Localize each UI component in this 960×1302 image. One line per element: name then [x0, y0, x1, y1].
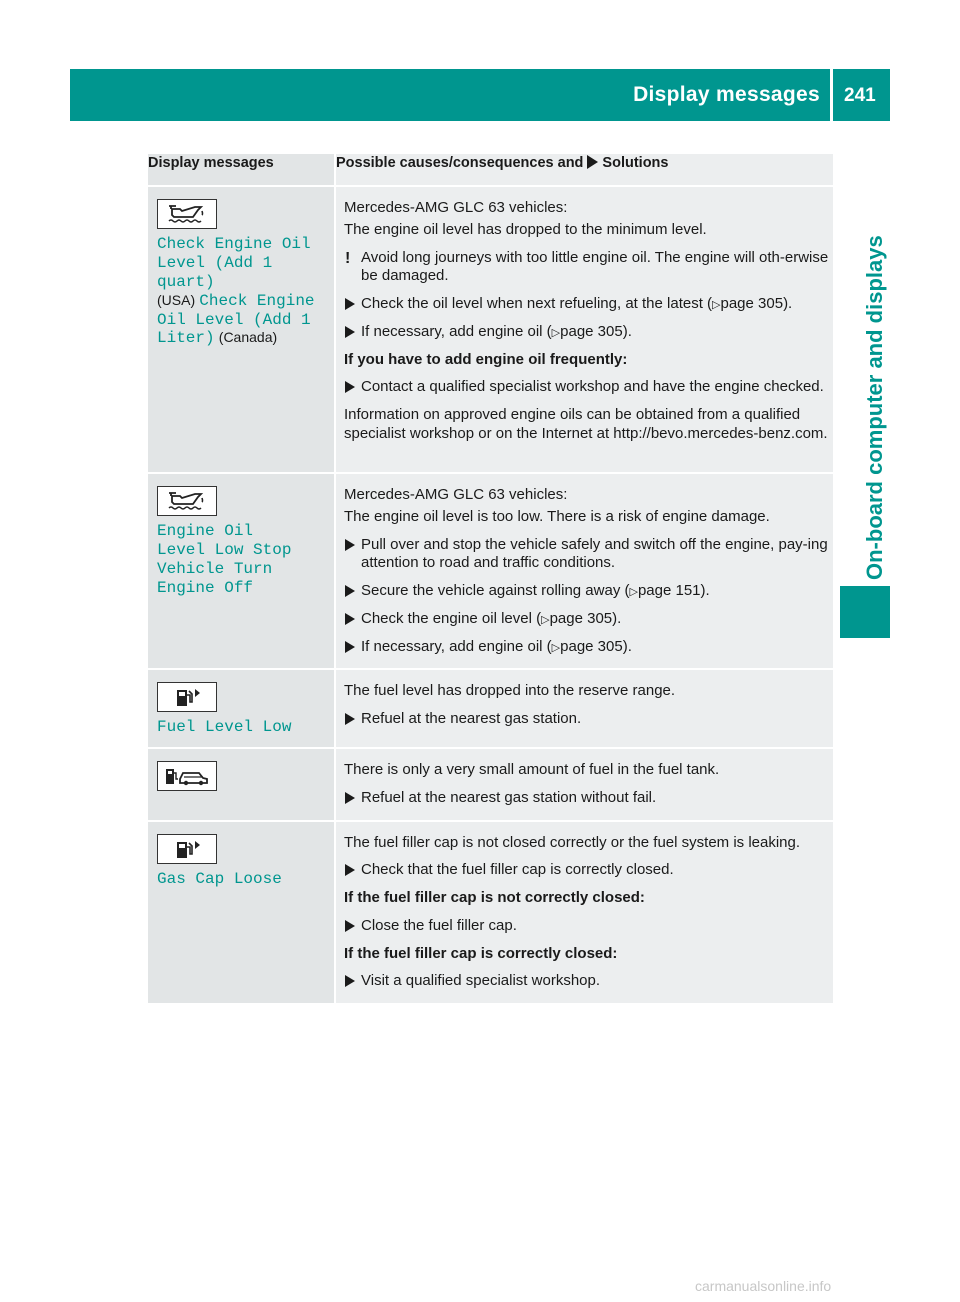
display-message-gas-cap: Gas Cap Loose [157, 869, 282, 888]
fuel-pump-icon [157, 682, 217, 712]
list-item: Check the engine oil level (▷page 305). [344, 610, 829, 629]
region-canada: (Canada) [218, 329, 278, 346]
watermark: carmanualsonline.info [695, 1278, 832, 1294]
display-message-check-oil-usa: Check Engine Oil Level (Add 1 quart) [157, 235, 311, 291]
page-ref-icon: ▷ [629, 586, 638, 598]
list-item: If necessary, add engine oil (▷page 305). [344, 323, 829, 342]
page-ref-link[interactable]: page 305). [560, 637, 632, 655]
info-text: Information on approved engine oils can be obtained from a qualified specialist workshop or on the Internet at http://bevo.mercedes-benz.com. [344, 406, 828, 442]
region-usa: (USA) [157, 291, 196, 308]
table-row [148, 473, 833, 669]
list-item: Visit a qualified specialist workshop. [344, 972, 829, 991]
subheading: If you have to add engine oil frequently: [344, 350, 628, 368]
page-ref-icon: ▷ [712, 299, 721, 311]
vehicle-note: Mercedes-AMG GLC 63 vehicles: [344, 486, 568, 503]
table-row [148, 186, 833, 473]
display-message-oil-low: Engine Oil Level Low Stop Vehicle Turn Engine Off [157, 522, 292, 597]
fuel-car-icon [157, 761, 217, 791]
header-bar [70, 69, 890, 121]
engine-oil-icon [157, 199, 217, 229]
list-item: Refuel at the nearest gas station without fail. [344, 789, 829, 808]
page-ref-icon: ▷ [551, 326, 561, 339]
list-item: Pull over and stop the vehicle safely and switch off the engine, pay-ing attention to road and traffic conditions. [344, 536, 829, 574]
table-row [148, 669, 833, 748]
table-row [148, 748, 833, 821]
display-messages-table [148, 154, 833, 1005]
page-title: Display messages [633, 83, 820, 106]
cause-text: The fuel level has dropped into the reserve range. [344, 682, 676, 700]
page-ref-icon: ▷ [551, 641, 561, 654]
page-ref-icon: ▷ [541, 613, 550, 626]
subheading: If the fuel filler cap is correctly closed: [344, 944, 618, 962]
page-number: 241 [844, 85, 876, 106]
engine-oil-icon [157, 486, 217, 516]
page-ref-link[interactable]: page 305). [560, 322, 632, 340]
page-ref-link[interactable]: page 151). [637, 582, 710, 599]
cause-text: The engine oil level has dropped to the minimum level. [344, 220, 707, 238]
col-header-causes-text: Possible causes/consequences and [336, 155, 584, 171]
warning-item: ! Avoid long journeys with too little engine oil. The engine will oth-erwise be damaged. [345, 248, 829, 285]
display-message-fuel-low: Fuel Level Low [157, 718, 292, 737]
vehicle-note: Mercedes-AMG GLC 63 vehicles: [344, 199, 568, 216]
col-header-solutions-text: Solutions [602, 155, 669, 171]
table-header-row [148, 154, 833, 186]
fuel-pump-icon [157, 834, 217, 864]
cause-text: The fuel filler cap is not closed correctly or the fuel system is leaking. [344, 833, 801, 851]
list-item: If necessary, add engine oil (▷page 305). [344, 638, 829, 657]
page-ref-link[interactable]: page 305). [549, 609, 622, 627]
side-tab-label: On-board computer and displays [862, 235, 887, 580]
list-item: Close the fuel filler cap. [344, 917, 829, 936]
warning-icon: ! [345, 249, 351, 267]
list-item: Secure the vehicle against rolling away (▷page 151). [344, 582, 829, 601]
subheading: If the fuel filler cap is not correctly closed: [344, 889, 645, 907]
page-ref-link[interactable]: page 305). [720, 295, 793, 312]
col-header-causes [335, 154, 833, 186]
display-message-check-oil-canada: Check Engine Oil Level (Add 1 Liter) [157, 291, 315, 348]
list-item: Check the oil level when next refueling, at the latest (▷page 305). [344, 295, 829, 314]
table-row [148, 821, 833, 1005]
list-item: Check that the fuel filler cap is correctly closed. [344, 861, 829, 880]
col-header-messages: Display messages [148, 154, 335, 186]
cause-text: The engine oil level is too low. There is a risk of engine damage. [344, 507, 770, 525]
cause-text: There is only a very small amount of fuel in the fuel tank. [344, 761, 720, 779]
header-separator [830, 69, 833, 121]
arrow-right-icon [587, 155, 598, 169]
list-item: Refuel at the nearest gas station. [344, 710, 829, 729]
side-tab-marker [840, 586, 890, 638]
list-item: Contact a qualified specialist workshop and have the engine checked. [344, 378, 829, 397]
